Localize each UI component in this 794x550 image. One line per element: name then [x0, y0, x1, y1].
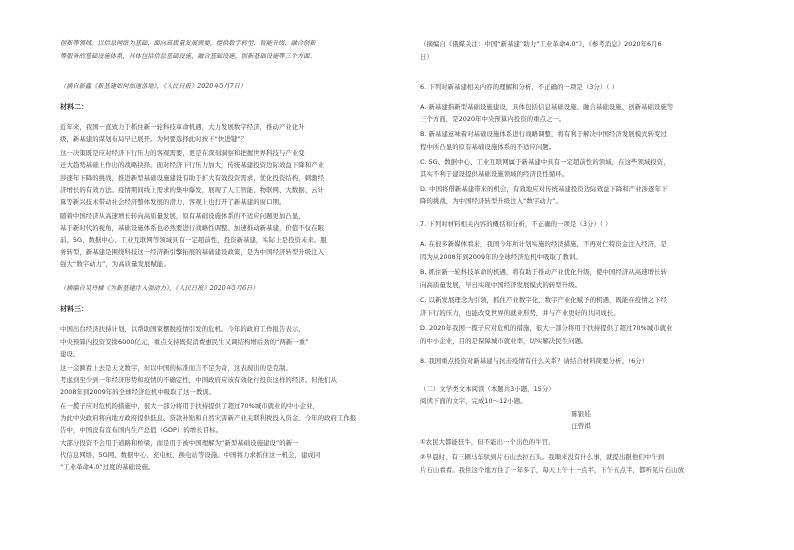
- text-line: 级，新基建的谋划布局早已展开。为何要选择此时按下“快进键”？: [60, 135, 248, 143]
- text-line: 的中小企业，目的是保障城市就业率，切实解决民生问题。: [420, 337, 588, 345]
- text-line: 日）: [420, 53, 433, 61]
- text-line: （摘编自《俄媒关注：中国“新基建”助力“工业革命4.0”》，《参考消息》2020年6月6: [420, 40, 662, 48]
- text-line: 中央预算内投资安排6000亿元，重点支持既促消费惠民生又调结构增后劲的“两新一重”: [60, 338, 309, 346]
- text-line: 材料二：: [60, 103, 89, 111]
- text-line: （二）文学类文本阅读（本题共3小题，15分）: [420, 385, 555, 393]
- text-line: 近年来，我国一直致力于抓住新一轮科技革命机遇，大力发展数字经济，推动产业化升: [60, 123, 305, 131]
- text-line: （摘编自吴丹棣《为新基建注入强动力》，《人民日报》2020年5月6日）: [60, 285, 259, 292]
- text-line: D. 中国将借新基建带来的机会，有效地应对传统基建投资边际效益下降和产业涉逐年下: [420, 185, 668, 193]
- text-line: D. 2020年我国一揽子应对危机的措施，很大一部分将用于扶持提供了超过70%城市就业: [420, 324, 673, 332]
- text-line: 程中所凸显的原有基础设施体系的不适应问题。: [420, 143, 556, 151]
- text-line: 为此中央政府将向地方政府提供低息、贷款补贴和自然灾害新产业关联利税投入资金。今年的政府工作报: [60, 414, 357, 422]
- text-line: 2008年到2009年的全球经济危机中吸取了这一教训。: [60, 388, 216, 396]
- text-line: C. 以新发展理念为引领，抓住产业数字化、数字产业化赋予的机遇，既能在疫情之下经: [420, 296, 667, 304]
- text-line: 向高质量发展，早日实现中国经济发展模式的转型升级。: [420, 281, 582, 289]
- text-line: 告中，中国没有宣布国内生产总值（GDP）的增长目标。: [60, 426, 223, 434]
- text-line: 涉逐年下降的挑战，推进新型基础设施建设有助于扩大有效投资需求，优化投资结构，刺激经: [60, 174, 325, 182]
- text-line: 随着中国经济从高速增长转向高质量发展，原有基础设施体系的不适应问题更加凸显，: [60, 212, 305, 220]
- text-line: 基于新时代的视角，基础设施体系也必然要进行战略性调整。加速推动新基建，价值不仅在眼: [60, 224, 325, 232]
- text-line: B. 新基建意味着对基础设施体系进行战略调整，将有利于解决中国经济发展模式转变过: [420, 130, 667, 138]
- text-line: 济增长的有效方法。疫情期间线上需求的集中爆发，展现了人工智能、物联网、大数据、云计: [60, 186, 325, 194]
- text-line: 中国出台经济扶持计划，以帮助国家摆脱疫情引发的危机。今年的政府工作报告表示，: [60, 325, 305, 333]
- text-line: 陈银娃: [571, 410, 591, 418]
- text-line: 大部分投资不会用于道路和桥梁，而是用于被中国理解为“新型基础设施建设”的新一: [60, 439, 299, 447]
- text-line: 代信息网络，5G网、数据中心、充电桩、换电站等设施。中国将力求抓住这一机会，建成同: [60, 451, 321, 459]
- text-line: 等服务的基础设施体系，具体包括信息基础设施、融合基础设施、创新基础设施等三个方面。: [60, 53, 316, 60]
- text-line: B. 抓住新一轮科技革命的机遇，将有助于推动产业优化升级，使中国经济从高速增长转: [420, 268, 667, 276]
- text-line: 汪曾祺: [571, 422, 591, 430]
- text-line: 三个方面，是2020年中央预算内投资的重点之一。: [420, 115, 566, 123]
- text-line: （摘自新鑫《新基建如何加速落地》，《人民日报》2020年5月7日）: [60, 83, 247, 90]
- text-line: 算等新兴技术带动社会经济整体发展的潜力，客观上也打开了新基建的窗口期。: [60, 198, 286, 206]
- text-line: 务转型，新基建是围绕科技这一经济新引擎拓展的基础建设政策，是为中国经济转型升级注入: [60, 248, 325, 256]
- text-line: 这一决策既是应对经济下行压力的客观需要，更是在深刻洞察和把握世界科技与产业变: [60, 149, 305, 157]
- text-line: 其实不利于建设提供基础设施领域的经济良性循环。: [420, 170, 569, 178]
- text-line: 片石山看看。我住这个地方住了一年多了，每天上午十一点半，下午五点半，都听见片石山放: [420, 466, 685, 474]
- text-line: 因为从2008年到2009年的全球经济危机中吸取了教训。: [420, 253, 582, 261]
- text-line: 济下行的压力，也能改变世界的就业形势，并与产业更好的共同成长。: [420, 309, 620, 317]
- text-line: 迁大趋势基础上作出的战略抉择。面对经济下行压力加大，传统基建投资边际效益下降和产业: [60, 161, 325, 169]
- text-line: 8. 我国重点投资对新基建与抗击疫情有什么关系？请结合材料简要分析。（6分）: [420, 357, 649, 365]
- text-line: 创新等领域。以信息网络为基础，面向高质量发展需要，提供数字转型、智能升级、融合创新: [60, 40, 316, 47]
- text-line: A. 新基建指新型基础设施建设，具体包括信息基础设施、融合基础设施、创新基础设施等: [420, 103, 674, 111]
- text-line: 强大“数字动力”，为高质量发展赋能。: [60, 260, 170, 268]
- text-line: 阅读下面的文字，完成10～12小题。: [420, 397, 527, 405]
- text-line: 7. 下列对材料相关内容的概括和分析，不正确的一项是（3分）（ ）: [420, 220, 612, 228]
- text-line: 考虑到至少到一年经济形势和疫情的不确定性，中国政府应该有效化行投资这样的经济。但他们从: [60, 376, 337, 384]
- text-line: “工业革命4.0”过度的基础设施。: [60, 463, 155, 471]
- text-line: 这一金额看上去是天文数字，但以中国的标准而言不足为奇，这表现出的是克制。: [60, 364, 292, 372]
- text-line: ②早晨时，有三辆马车驮到片石山去拉石头。我顺来没有什么事，就提出跟他们中午到: [420, 453, 665, 461]
- text-line: 建设。: [60, 350, 80, 358]
- text-line: ①农民大都能狂牛，但不能出一个出色的牛官。: [420, 438, 555, 446]
- text-line: 降的挑战，为中国经济转型升级注入“数字动力”。: [420, 197, 562, 205]
- text-line: 材料三：: [60, 305, 89, 313]
- text-line: 在一揽子应对危机的措施中，很大一部分将用于扶持提供了超过70%城市就业的中小企业，: [60, 402, 320, 410]
- text-line: 前。5G、数据中心、工业互联网等领域具有一定超前性，投资新基建，实际上是投资未来。服: [60, 236, 327, 244]
- text-line: A. 在很多新媒体看来，我国今年所计划实施的经济措施，不再对仁特资金注入经济，是: [420, 240, 667, 248]
- text-line: 6. 下列对新基建相关内容的理解和分析，不正确的一项是（3分）（ ）: [420, 83, 619, 91]
- text-line: C. 5G、数据中心、工业互联网属于新基建中具有一定超前性的领域，在这些领域投资，: [420, 158, 670, 166]
